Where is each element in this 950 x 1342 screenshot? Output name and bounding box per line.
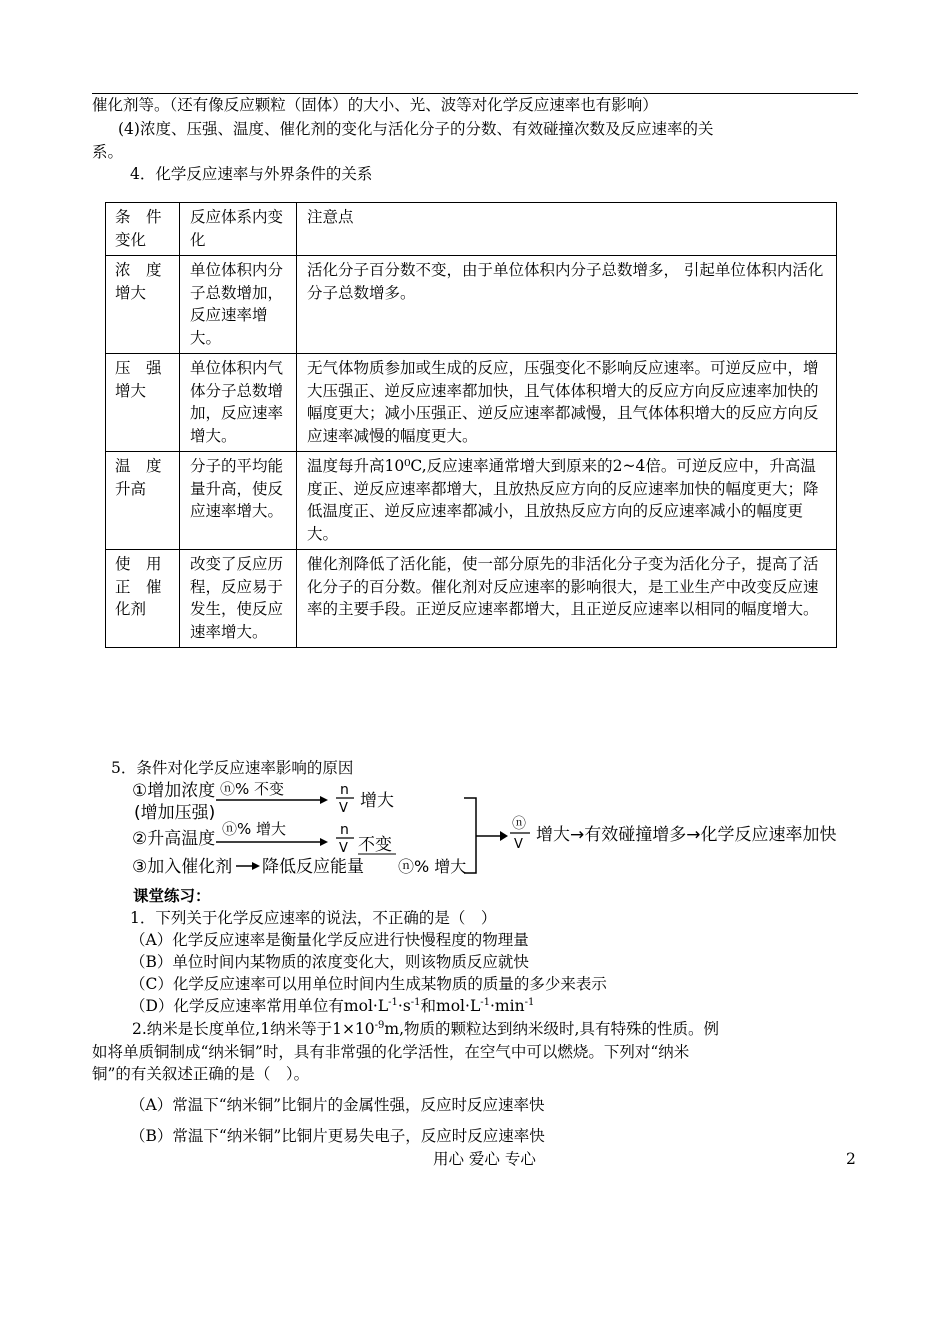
superscript: -1 [388,996,398,1008]
question: 1．下列关于化学反应速率的说法，不正确的是（ ） [130,909,497,927]
table-row [106,354,837,452]
table-header-cell: 注意点 [297,203,837,256]
table-cell: 使 用正 催化剂 [106,550,180,648]
section-heading: 5．条件对化学反应速率影响的原因 [111,759,354,777]
text-span: ·min [490,997,525,1015]
option: （A）常温下“纳米铜”比铜片的金属性强，反应时反应速率快 [130,1096,545,1114]
table-cell: 单位体积内气体分子总数增加，反应速率增大。 [180,354,297,452]
page-number: 2 [846,1150,856,1168]
fraction-numerator: n [340,822,349,838]
fraction-denominator: V [339,801,348,816]
question: 如将单质铜制成“纳米铜”时，具有非常强的化学活性，在空气中可以燃烧。下列对“纳米 [92,1043,690,1061]
table-row [106,550,837,648]
question: 铜”的有关叙述正确的是（ ）。 [92,1065,310,1083]
superscript: -9 [374,1019,385,1031]
diagram-label: ⓝ% 不变 [220,780,285,798]
diagram-result: 增大→有效碰撞增多→化学反应速率加快 [536,825,837,845]
fraction-denominator: V [514,837,523,852]
table-cell: 单位体积内分子总数增加，反应速率增大。 [180,256,297,354]
arrow-head [500,831,508,841]
table-row [106,452,837,550]
table-cell: 改变了反应历程，反应易于发生，使反应速率增大。 [180,550,297,648]
table-row [106,256,837,354]
table-cell: 分子的平均能量升高，使反应速率增大。 [180,452,297,550]
table-cell: 压 强增大 [106,354,180,452]
option: （B）常温下“纳米铜”比铜片更易失电子，反应时反应速率快 [130,1127,545,1145]
superscript: -1 [524,996,535,1008]
text-span: m,物质的颗粒达到纳米级时,具有特殊的性质。例 [384,1020,719,1038]
text-span: 和mol·L [420,997,481,1015]
text-line: (4)浓度、压强、温度、催化剂的变化与活化分子的分数、有效碰撞次数及反应速率的关 [118,120,714,138]
text-span: 2.纳米是长度单位,1纳米等于1×10 [132,1020,375,1038]
diagram-label: ⓝ% 增大 [222,820,287,838]
superscript: -1 [410,996,421,1008]
diagram-label: ②升高温度 [132,829,216,849]
text-span: ·s [397,997,411,1015]
option: （B）单位时间内某物质的浓度变化大，则该物质反应就快 [130,953,529,971]
diagram-label: ①增加浓度 [132,781,216,801]
table-cell: 温 度升高 [106,452,180,550]
diagram-label: ⓝ% 增大 [398,857,467,876]
table-header-cell: 反应体系内变化 [180,203,297,256]
arrow-head [252,862,260,870]
diagram-label: ③加入催化剂 [132,857,233,877]
table-cell: 活化分子百分数不变，由于单位体积内分子总数增多， 引起单位体积内活化分子总数增多。 [297,256,837,354]
table-cell: 温度每升高10⁰C,反应速率通常增大到原来的2~4倍。可逆反应中，升高温度正、逆反应速率都增大，且放热反应方向的反应速率加快的幅度更大；降低温度正、逆反应速率都减小，且放热反应方向的反应速率减小的幅度更大。 [297,452,837,550]
option: （A）化学反应速率是衡量化学反应进行快慢程度的物理量 [130,931,529,949]
option [130,995,534,1017]
arrow-head [320,796,328,804]
diagram-label: 不变 [358,835,392,855]
diagram-label: 降低反应能量 [262,857,364,877]
section-heading: 4．化学反应速率与外界条件的关系 [130,165,373,183]
footer-text: 用心 爱心 专心 [433,1150,536,1168]
fraction-denominator: V [339,841,348,856]
question [132,1018,719,1040]
diagram-label: (增加压强) [134,803,216,823]
table-header-cell: 条 件变化 [106,203,180,256]
conditions-table [105,202,837,648]
fraction-numerator: ⓝ [512,816,526,832]
table-cell: 催化剂降低了活化能，使一部分原先的非活化分子变为活化分子，提高了活化分子的百分数。催化剂对反应速率的影响很大，是工业生产中改变反应速率的主要手段。正逆反应速率都增大，且正逆反应速率以相同的幅度增大。 [297,550,837,648]
text-line: 系。 [92,143,124,161]
arrow-head [320,838,328,846]
text-span: （D）化学反应速率常用单位有mol·L [130,997,389,1015]
practice-title: 课堂练习： [133,886,211,905]
diagram-label: 增大 [360,791,394,811]
superscript: -1 [480,996,490,1008]
fraction-numerator: n [340,782,349,798]
table-cell: 无气体物质参加或生成的反应，压强变化不影响反应速率。可逆反应中，增大压强正、逆反应速率都加快，且气体体积增大的反应方向反应速率加快的幅度更大；减小压强正、逆反应速率都减慢，且气体体积增大的反应方向反应速率减慢的幅度更大。 [297,354,837,452]
option: （C）化学反应速率可以用单位时间内生成某物质的质量的多少来表示 [130,975,607,993]
table-header-row [106,203,837,256]
cause-diagram [128,778,878,888]
table-cell: 浓 度增大 [106,256,180,354]
text-line: 催化剂等。（还有像反应颗粒（固体）的大小、光、波等对化学反应速率也有影响） [92,96,658,114]
